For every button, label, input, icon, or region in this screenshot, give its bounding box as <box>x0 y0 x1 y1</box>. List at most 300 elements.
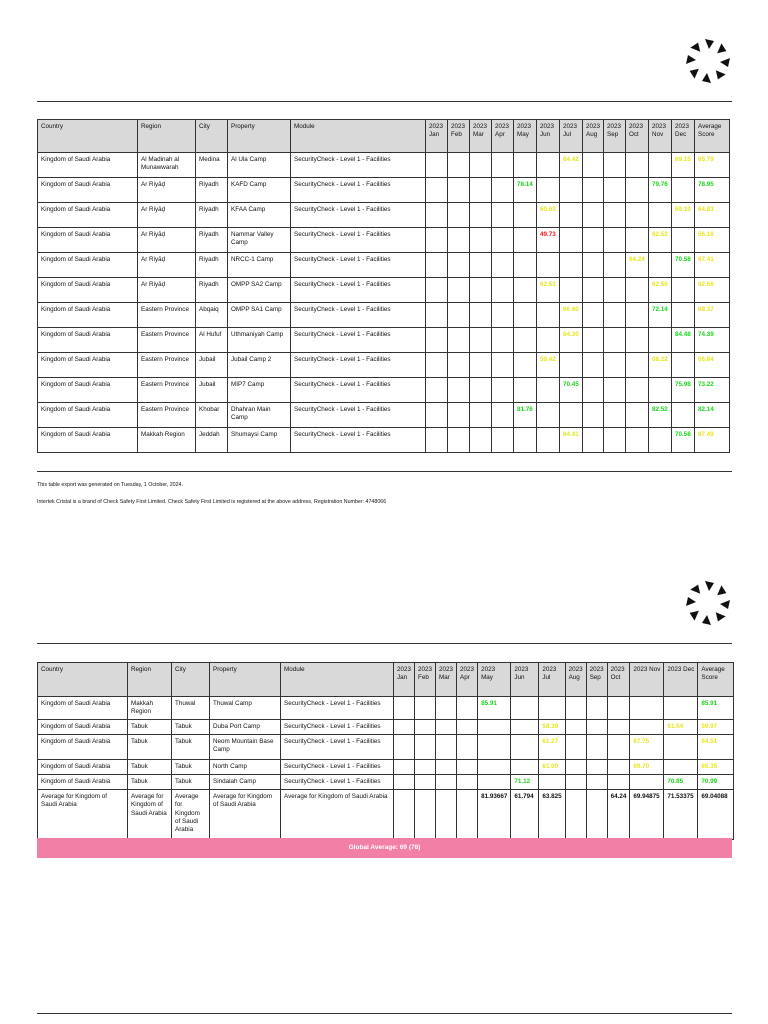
region-cell: Makkah Region <box>128 697 172 720</box>
scores-table-1 <box>37 119 730 453</box>
city-cell: Abqaiq <box>196 303 228 328</box>
table-row <box>38 759 734 774</box>
month-score-cell <box>394 789 415 839</box>
table-header-row <box>38 663 734 697</box>
month-score-cell <box>583 153 604 178</box>
brand-note: Intertek Cristal is a brand of Check Safety First Limited. Check Safety First Limited is registered at the above address, Registration Number: 4748066 <box>37 499 387 505</box>
month-score-cell <box>492 428 514 453</box>
column-header: Average Score <box>695 120 730 153</box>
country-cell: Kingdom of Saudi Arabia <box>38 697 128 720</box>
column-header: Property <box>210 663 281 697</box>
month-score-cell <box>426 178 448 203</box>
month-score-cell <box>664 697 698 720</box>
column-header: 2023 Nov <box>649 120 672 153</box>
month-score-cell <box>560 403 583 428</box>
city-cell: Al Hufuf <box>196 328 228 353</box>
module-cell: SecurityCheck - Level 1 - Facilities <box>291 278 426 303</box>
month-score-cell <box>415 734 436 759</box>
property-cell: Average for Kingdom of Saudi Arabia <box>210 789 281 839</box>
property-cell: OMPP SA1 Camp <box>228 303 291 328</box>
month-score-cell <box>626 303 649 328</box>
column-header: 2023 Sep <box>604 120 626 153</box>
month-score-cell <box>492 153 514 178</box>
city-cell: Medina <box>196 153 228 178</box>
month-score-cell: 64.41 <box>560 428 583 453</box>
intertek-logo-icon <box>683 36 733 86</box>
month-score-cell: 64.24 <box>607 789 630 839</box>
region-cell: Al Madinah al Munawwarah <box>138 153 196 178</box>
month-score-cell: 69.10 <box>672 203 695 228</box>
column-header: 2023 Jan <box>426 120 448 153</box>
month-score-cell <box>448 228 470 253</box>
region-cell: Ar Riyāḑ <box>138 178 196 203</box>
month-score-cell: 61.794 <box>511 789 539 839</box>
column-header: 2023 Feb <box>448 120 470 153</box>
column-header: 2023 Sep <box>586 663 607 697</box>
region-cell: Tabuk <box>128 759 172 774</box>
month-score-cell: 70.45 <box>560 378 583 403</box>
month-score-cell <box>672 403 695 428</box>
month-score-cell: 75.98 <box>672 378 695 403</box>
scores-table-2 <box>37 662 734 840</box>
month-score-cell: 84.48 <box>672 328 695 353</box>
month-score-cell <box>514 203 537 228</box>
column-header: 2023 Oct <box>607 663 630 697</box>
module-cell: SecurityCheck - Level 1 - Facilities <box>291 403 426 428</box>
month-score-cell <box>583 228 604 253</box>
country-cell: Kingdom of Saudi Arabia <box>38 774 128 789</box>
month-score-cell <box>565 789 586 839</box>
month-score-cell <box>457 719 478 734</box>
region-cell: Tabuk <box>128 774 172 789</box>
month-score-cell <box>470 253 492 278</box>
column-header: Module <box>291 120 426 153</box>
month-score-cell <box>537 378 560 403</box>
month-score-cell: 64.42 <box>560 153 583 178</box>
month-score-cell <box>415 759 436 774</box>
module-cell: SecurityCheck - Level 1 - Facilities <box>281 719 394 734</box>
intertek-logo-icon <box>683 578 733 628</box>
month-score-cell <box>457 789 478 839</box>
property-cell: North Camp <box>210 759 281 774</box>
module-cell: SecurityCheck - Level 1 - Facilities <box>291 303 426 328</box>
region-cell: Eastern Province <box>138 353 196 378</box>
city-cell: Tabuk <box>172 734 210 759</box>
month-score-cell <box>583 203 604 228</box>
month-score-cell: 71.12 <box>511 774 539 789</box>
month-score-cell: 81.93667 <box>478 789 511 839</box>
month-score-cell <box>457 759 478 774</box>
column-header: Average Score <box>698 663 734 697</box>
month-score-cell <box>514 253 537 278</box>
module-cell: SecurityCheck - Level 1 - Facilities <box>291 378 426 403</box>
month-score-cell <box>539 774 565 789</box>
month-score-cell <box>470 178 492 203</box>
month-score-cell <box>537 253 560 278</box>
city-cell: Tabuk <box>172 774 210 789</box>
month-score-cell: 69.94875 <box>630 789 664 839</box>
table-row <box>38 353 730 378</box>
module-cell: SecurityCheck - Level 1 - Facilities <box>291 353 426 378</box>
month-score-cell: 63.825 <box>539 789 565 839</box>
average-score-cell: 66.84 <box>695 353 730 378</box>
month-score-cell: 49.73 <box>537 228 560 253</box>
month-score-cell <box>626 203 649 228</box>
column-header: 2023 May <box>478 663 511 697</box>
month-score-cell <box>511 697 539 720</box>
month-score-cell: 60.63 <box>537 203 560 228</box>
month-score-cell <box>607 719 630 734</box>
country-cell: Kingdom of Saudi Arabia <box>38 153 138 178</box>
month-score-cell <box>672 228 695 253</box>
month-score-cell <box>565 734 586 759</box>
module-cell: SecurityCheck - Level 1 - Facilities <box>291 153 426 178</box>
page2-divider <box>37 643 732 644</box>
month-score-cell: 58.39 <box>539 719 565 734</box>
month-score-cell <box>436 789 457 839</box>
month-score-cell <box>672 278 695 303</box>
month-score-cell <box>426 253 448 278</box>
property-cell: Shumaysi Camp <box>228 428 291 453</box>
module-cell: SecurityCheck - Level 1 - Facilities <box>281 759 394 774</box>
month-score-cell <box>394 697 415 720</box>
month-score-cell <box>604 353 626 378</box>
column-header: 2023 Aug <box>583 120 604 153</box>
module-cell: SecurityCheck - Level 1 - Facilities <box>291 228 426 253</box>
month-score-cell: 66.60 <box>560 303 583 328</box>
month-score-cell <box>560 278 583 303</box>
month-score-cell <box>492 203 514 228</box>
month-score-cell <box>514 228 537 253</box>
average-score-cell: 74.39 <box>695 328 730 353</box>
month-score-cell <box>664 734 698 759</box>
country-cell: Kingdom of Saudi Arabia <box>38 178 138 203</box>
month-score-cell: 78.14 <box>514 178 537 203</box>
month-score-cell <box>607 759 630 774</box>
month-score-cell <box>560 178 583 203</box>
table-row <box>38 428 730 453</box>
month-score-cell <box>537 178 560 203</box>
month-score-cell <box>470 303 492 328</box>
city-cell: Tabuk <box>172 759 210 774</box>
column-header: 2023 Jun <box>537 120 560 153</box>
column-header: Country <box>38 120 138 153</box>
month-score-cell <box>457 697 478 720</box>
month-score-cell <box>539 697 565 720</box>
month-score-cell <box>436 697 457 720</box>
month-score-cell <box>607 734 630 759</box>
property-cell: OMPP SA2 Camp <box>228 278 291 303</box>
month-score-cell <box>426 303 448 328</box>
column-header: 2023 May <box>514 120 537 153</box>
table-row <box>38 719 734 734</box>
month-score-cell <box>672 353 695 378</box>
country-cell: Kingdom of Saudi Arabia <box>38 403 138 428</box>
city-cell: Tabuk <box>172 719 210 734</box>
month-score-cell <box>436 734 457 759</box>
month-score-cell <box>426 353 448 378</box>
column-header: 2023 Mar <box>436 663 457 697</box>
property-cell: Duba Port Camp <box>210 719 281 734</box>
region-cell: Tabuk <box>128 719 172 734</box>
region-cell: Ar Riyāḑ <box>138 278 196 303</box>
table-header-row <box>38 120 730 153</box>
month-score-cell <box>514 303 537 328</box>
property-cell: NRCC-1 Camp <box>228 253 291 278</box>
month-score-cell <box>426 328 448 353</box>
month-score-cell <box>626 403 649 428</box>
month-score-cell: 69.70 <box>630 759 664 774</box>
region-cell: Tabuk <box>128 734 172 759</box>
month-score-cell <box>672 303 695 328</box>
month-score-cell <box>426 278 448 303</box>
month-score-cell <box>604 403 626 428</box>
month-score-cell: 81.76 <box>514 403 537 428</box>
city-cell: Riyadh <box>196 228 228 253</box>
month-score-cell: 68.22 <box>649 353 672 378</box>
average-score-cell: 65.35 <box>698 759 734 774</box>
month-score-cell <box>448 328 470 353</box>
column-header: 2023 Dec <box>672 120 695 153</box>
table-row <box>38 789 734 839</box>
month-score-cell <box>426 228 448 253</box>
month-score-cell: 69.15 <box>672 153 695 178</box>
module-cell: SecurityCheck - Level 1 - Facilities <box>291 428 426 453</box>
city-cell: Riyadh <box>196 203 228 228</box>
table-row <box>38 178 730 203</box>
average-score-cell: 64.51 <box>698 734 734 759</box>
property-cell: Al Ula Camp <box>228 153 291 178</box>
module-cell: Average for Kingdom of Saudi Arabia <box>281 789 394 839</box>
column-header: 2023 Jan <box>394 663 415 697</box>
month-score-cell <box>394 774 415 789</box>
city-cell: Average for Kingdom of Saudi Arabia <box>172 789 210 839</box>
month-score-cell <box>415 697 436 720</box>
month-score-cell <box>626 328 649 353</box>
month-score-cell <box>511 734 539 759</box>
month-score-cell: 71.53375 <box>664 789 698 839</box>
month-score-cell <box>426 428 448 453</box>
module-cell: SecurityCheck - Level 1 - Facilities <box>291 328 426 353</box>
month-score-cell <box>537 328 560 353</box>
month-score-cell <box>492 378 514 403</box>
month-score-cell <box>426 378 448 403</box>
country-cell: Kingdom of Saudi Arabia <box>38 734 128 759</box>
month-score-cell <box>583 303 604 328</box>
table-row <box>38 328 730 353</box>
table-row <box>38 697 734 720</box>
region-cell: Makkah Region <box>138 428 196 453</box>
month-score-cell <box>492 303 514 328</box>
city-cell: Thuwal <box>172 697 210 720</box>
month-score-cell <box>607 774 630 789</box>
month-score-cell <box>604 378 626 403</box>
month-score-cell <box>436 774 457 789</box>
month-score-cell <box>586 774 607 789</box>
month-score-cell <box>478 734 511 759</box>
month-score-cell: 85.91 <box>478 697 511 720</box>
month-score-cell <box>470 378 492 403</box>
region-cell: Ar Riyāḑ <box>138 203 196 228</box>
month-score-cell: 70.58 <box>672 253 695 278</box>
column-header: 2023 Apr <box>492 120 514 153</box>
table-row <box>38 153 730 178</box>
month-score-cell <box>426 153 448 178</box>
module-cell: SecurityCheck - Level 1 - Facilities <box>291 253 426 278</box>
country-cell: Kingdom of Saudi Arabia <box>38 203 138 228</box>
column-header: Country <box>38 663 128 697</box>
property-cell: Neom Mountain Base Camp <box>210 734 281 759</box>
table-row <box>38 734 734 759</box>
month-score-cell: 61.54 <box>664 719 698 734</box>
column-header: Region <box>138 120 196 153</box>
property-cell: Thuwal Camp <box>210 697 281 720</box>
month-score-cell <box>457 774 478 789</box>
module-cell: SecurityCheck - Level 1 - Facilities <box>281 734 394 759</box>
month-score-cell <box>604 428 626 453</box>
month-score-cell: 72.14 <box>649 303 672 328</box>
city-cell: Jubail <box>196 378 228 403</box>
table-row <box>38 403 730 428</box>
month-score-cell <box>415 719 436 734</box>
month-score-cell <box>470 153 492 178</box>
month-score-cell <box>415 774 436 789</box>
month-score-cell <box>426 403 448 428</box>
month-score-cell <box>514 353 537 378</box>
month-score-cell <box>448 278 470 303</box>
month-score-cell <box>583 253 604 278</box>
month-score-cell <box>492 353 514 378</box>
average-score-cell: 65.79 <box>695 153 730 178</box>
month-score-cell <box>607 697 630 720</box>
month-score-cell <box>565 774 586 789</box>
city-cell: Riyadh <box>196 178 228 203</box>
column-header: 2023 Aug <box>565 663 586 697</box>
month-score-cell <box>448 378 470 403</box>
month-score-cell <box>630 774 664 789</box>
month-score-cell <box>560 353 583 378</box>
month-score-cell: 64.24 <box>626 253 649 278</box>
month-score-cell <box>560 228 583 253</box>
region-cell: Eastern Province <box>138 378 196 403</box>
average-score-cell: 70.99 <box>698 774 734 789</box>
month-score-cell <box>514 378 537 403</box>
month-score-cell <box>586 719 607 734</box>
property-cell: Sindalah Camp <box>210 774 281 789</box>
average-score-cell: 62.56 <box>695 278 730 303</box>
month-score-cell <box>448 353 470 378</box>
table-row <box>38 203 730 228</box>
module-cell: SecurityCheck - Level 1 - Facilities <box>291 178 426 203</box>
month-score-cell <box>649 253 672 278</box>
property-cell: Nammar Valley Camp <box>228 228 291 253</box>
column-header: Region <box>128 663 172 697</box>
column-header: 2023 Nov <box>630 663 664 697</box>
property-cell: Jubail Camp 2 <box>228 353 291 378</box>
month-score-cell <box>448 428 470 453</box>
average-score-cell: 69.04088 <box>698 789 734 839</box>
region-cell: Eastern Province <box>138 328 196 353</box>
bottom-divider <box>37 1013 732 1014</box>
column-header: 2023 Oct <box>626 120 649 153</box>
month-score-cell: 61.27 <box>539 734 565 759</box>
month-score-cell <box>630 719 664 734</box>
column-header: Module <box>281 663 394 697</box>
month-score-cell <box>514 428 537 453</box>
mid-divider <box>37 471 732 472</box>
average-score-cell: 69.37 <box>695 303 730 328</box>
month-score-cell <box>565 759 586 774</box>
month-score-cell <box>626 178 649 203</box>
month-score-cell <box>672 178 695 203</box>
month-score-cell <box>492 278 514 303</box>
column-header: Property <box>228 120 291 153</box>
month-score-cell <box>583 403 604 428</box>
average-score-cell: 73.22 <box>695 378 730 403</box>
country-cell: Kingdom of Saudi Arabia <box>38 228 138 253</box>
month-score-cell <box>394 719 415 734</box>
month-score-cell <box>586 789 607 839</box>
month-score-cell <box>470 278 492 303</box>
month-score-cell <box>492 178 514 203</box>
month-score-cell: 62.56 <box>649 278 672 303</box>
city-cell: Jeddah <box>196 428 228 453</box>
month-score-cell <box>470 428 492 453</box>
month-score-cell <box>448 253 470 278</box>
month-score-cell <box>649 203 672 228</box>
month-score-cell: 62.52 <box>649 228 672 253</box>
month-score-cell <box>626 153 649 178</box>
month-score-cell <box>448 303 470 328</box>
average-score-cell: 64.83 <box>695 203 730 228</box>
month-score-cell <box>604 328 626 353</box>
month-score-cell <box>604 228 626 253</box>
month-score-cell <box>626 353 649 378</box>
month-score-cell: 70.85 <box>664 774 698 789</box>
city-cell: Khobar <box>196 403 228 428</box>
module-cell: SecurityCheck - Level 1 - Facilities <box>281 774 394 789</box>
month-score-cell <box>586 697 607 720</box>
table-row <box>38 253 730 278</box>
month-score-cell <box>478 759 511 774</box>
column-header: 2023 Apr <box>457 663 478 697</box>
country-cell: Average for Kingdom of Saudi Arabia <box>38 789 128 839</box>
month-score-cell <box>626 428 649 453</box>
month-score-cell <box>583 328 604 353</box>
top-divider <box>37 101 732 102</box>
country-cell: Kingdom of Saudi Arabia <box>38 253 138 278</box>
month-score-cell <box>630 697 664 720</box>
property-cell: KAFD Camp <box>228 178 291 203</box>
average-score-cell: 78.95 <box>695 178 730 203</box>
month-score-cell <box>492 228 514 253</box>
month-score-cell <box>436 719 457 734</box>
month-score-cell <box>583 278 604 303</box>
table-row <box>38 378 730 403</box>
month-score-cell: 82.52 <box>649 403 672 428</box>
month-score-cell <box>537 303 560 328</box>
month-score-cell <box>514 278 537 303</box>
month-score-cell <box>649 378 672 403</box>
month-score-cell <box>478 719 511 734</box>
country-cell: Kingdom of Saudi Arabia <box>38 759 128 774</box>
global-average-banner: Global Average: 69 (78) <box>37 838 732 858</box>
property-cell: KFAA Camp <box>228 203 291 228</box>
month-score-cell <box>604 203 626 228</box>
region-cell: Ar Riyāḑ <box>138 228 196 253</box>
month-score-cell <box>457 734 478 759</box>
column-header: 2023 Jul <box>539 663 565 697</box>
